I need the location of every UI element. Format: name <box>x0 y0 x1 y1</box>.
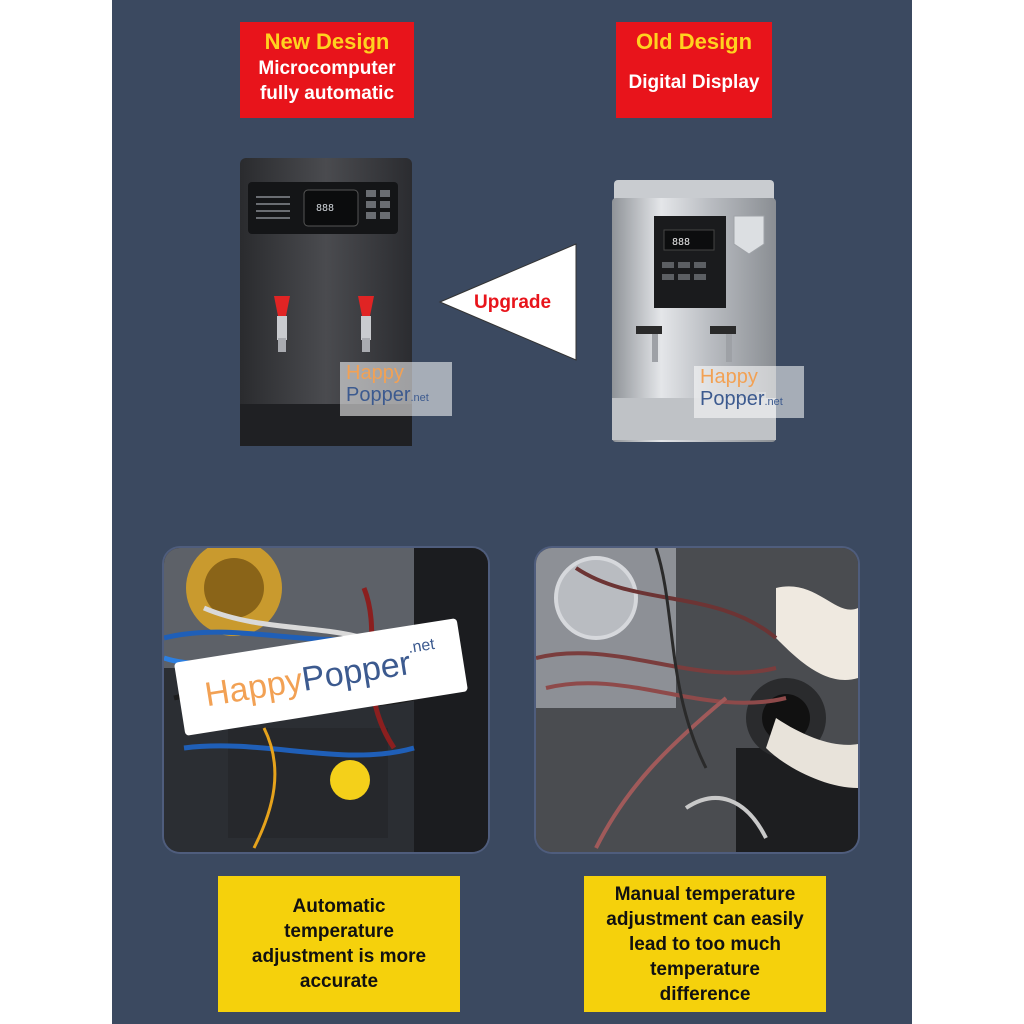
watermark-word2: Popper <box>346 384 411 406</box>
old-design-line1: Digital Display <box>628 72 760 93</box>
watermark-suffix-old: .net <box>764 396 783 408</box>
manual-caption <box>584 876 826 1012</box>
watermark-word1-old: Happy <box>700 366 758 388</box>
watermark-word1: Happy <box>346 362 404 384</box>
manual-caption-line2: adjustment can easily <box>606 908 804 930</box>
watermark-new-machine <box>340 362 452 416</box>
svg-text:888: 888 <box>672 237 691 248</box>
infographic-panel <box>112 0 912 1024</box>
old-design-heading: Old Design <box>635 29 753 54</box>
new-design-heading: New Design <box>264 29 390 54</box>
badge-word1: Happy <box>202 660 306 714</box>
new-design-line2: fully automatic <box>259 83 395 104</box>
thermostat-photo-right-graphic <box>536 548 858 852</box>
manual-caption-line3: lead to too much <box>629 933 781 955</box>
upgrade-label: Upgrade <box>474 292 552 313</box>
new-design-wiring-photo <box>164 548 488 852</box>
badge-suffix: .net <box>406 635 436 657</box>
watermark-word2-old: Popper <box>700 388 765 410</box>
svg-text:888: 888 <box>316 203 335 214</box>
automatic-caption-line1: Automatic <box>292 896 386 917</box>
old-design-label <box>616 22 772 118</box>
manual-caption-line5: difference <box>659 983 751 1005</box>
watermark-suffix: .net <box>410 392 429 404</box>
automatic-caption-line4: accurate <box>299 971 379 992</box>
old-design-thermostat-photo <box>536 548 858 852</box>
badge-word2: Popper <box>299 643 414 699</box>
automatic-caption <box>218 876 460 1012</box>
watermark-old-machine <box>694 366 804 418</box>
automatic-caption-line3: adjustment is more <box>251 946 427 967</box>
manual-caption-line4: temperature <box>650 958 760 980</box>
manual-caption-line1: Manual temperature <box>614 883 796 905</box>
new-design-line1: Microcomputer <box>258 58 396 79</box>
new-design-label <box>240 22 414 118</box>
automatic-caption-line2: temperature <box>284 921 394 942</box>
